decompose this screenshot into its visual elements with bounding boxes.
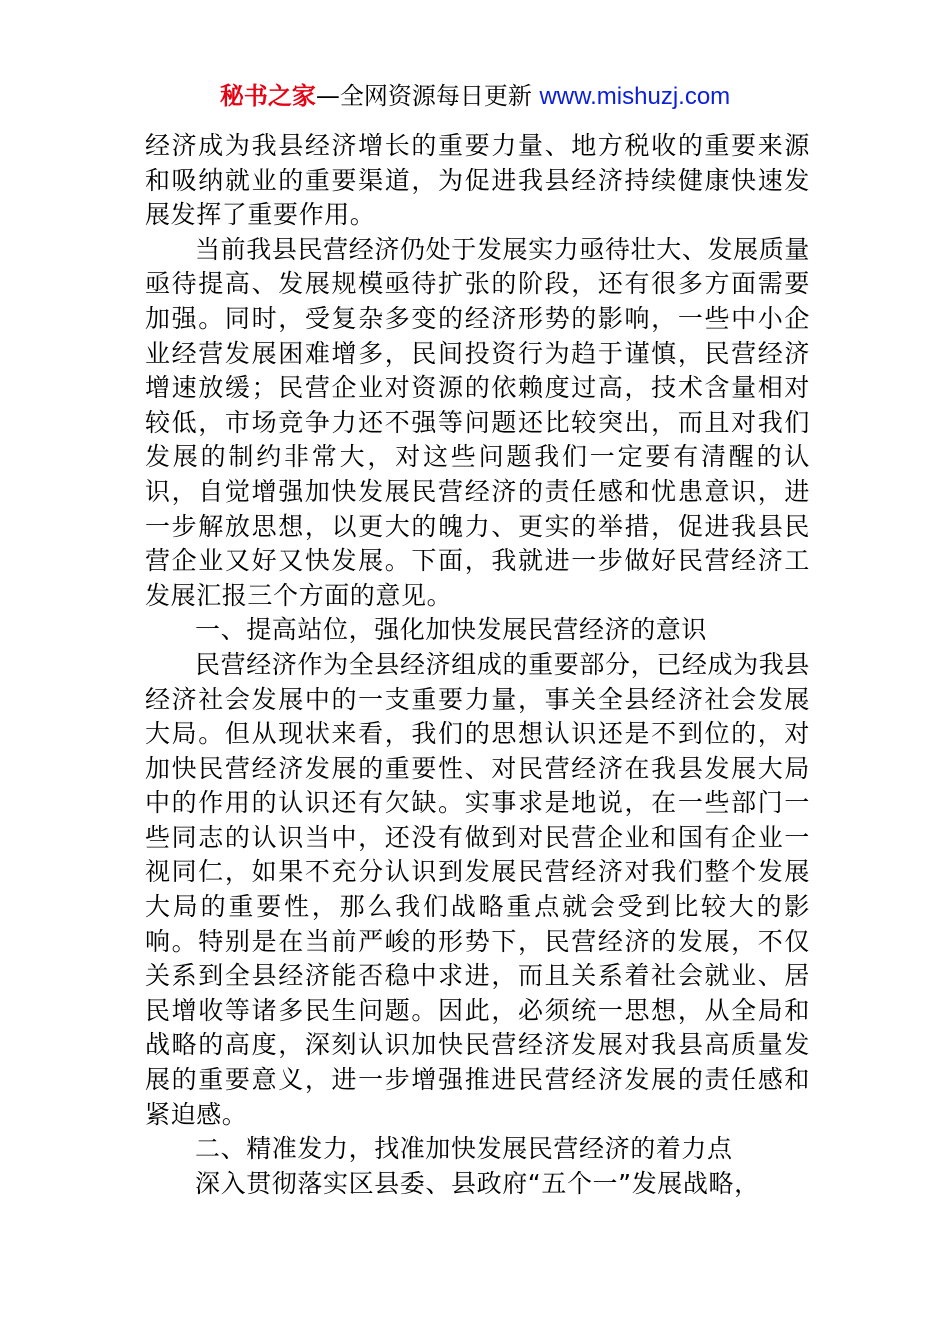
paragraph-4: 深入贯彻落实区县委、县政府“五个一”发展战略， xyxy=(195,1168,760,1198)
paragraph-2: 当前我县民营经济仍处于发展实力亟待壮大、发展质量亟待提高、发展规模亟待扩张的阶段，还有很多方面需要加强。同时，受复杂多变的经济形势的影响，一些中小企业经营发展困难增多，民间投资行为趋于谨慎，民营经济增速放缓；民营企业对资源的依赖度过高，技术含量相对较低，市场竞争力还不强等问题还比较突出，而且对我们发展的制约非常大，对这些问题我们一定要有清醒的认识，自觉增强加快发展民营经济的责任感和忧患意识，进一步解放思想，以更大的魄力、更实的举措，促进我县民营企业又好又快发展。下面，我就进一步做好民营经济工发展汇报三个方面的意见。 xyxy=(145,234,810,610)
site-header xyxy=(0,80,950,113)
paragraph-1: 经济成为我县经济增长的重要力量、地方税收的重要来源和吸纳就业的重要渠道，为促进我县经济持续健康快速发展发挥了重要作用。 xyxy=(145,131,810,230)
brand-name: 秘书之家 xyxy=(219,82,316,110)
paragraph-3: 民营经济作为全县经济组成的重要部分，已经成为我县经济社会发展中的一支重要力量，事关全县经济社会发展大局。但从现状来看，我们的思想认识还是不到位的，对加快民营经济发展的重要性、对民营经济在我县发展大局中的作用的认识还有欠缺。实事求是地说，在一些部门一些同志的认识当中，还没有做到对民营企业和国有企业一视同仁，如果不充分认识到发展民营经济对我们整个发展大局的重要性，那么我们战略重点就会受到比较大的影响。特别是在当前严峻的形势下，民营经济的发展，不仅关系到全县经济能否稳中求进，而且关系着社会就业、居民增收等诸多民生问题。因此，必须统一思想，从全局和战略的高度，深刻认识加快民营经济发展对我县高质量发展的重要意义，进一步增强推进民营经济发展的责任感和紧迫感。 xyxy=(145,649,810,1129)
site-url-link[interactable]: www.mishuzj.com xyxy=(539,83,731,110)
document-body xyxy=(145,129,810,1201)
header-slogan: —全网资源每日更新 xyxy=(315,82,532,110)
section-heading-2: 二、精准发力，找准加快发展民营经济的着力点 xyxy=(195,1134,733,1164)
section-heading-1: 一、提高站位，强化加快发展民营经济的意识 xyxy=(195,615,708,645)
